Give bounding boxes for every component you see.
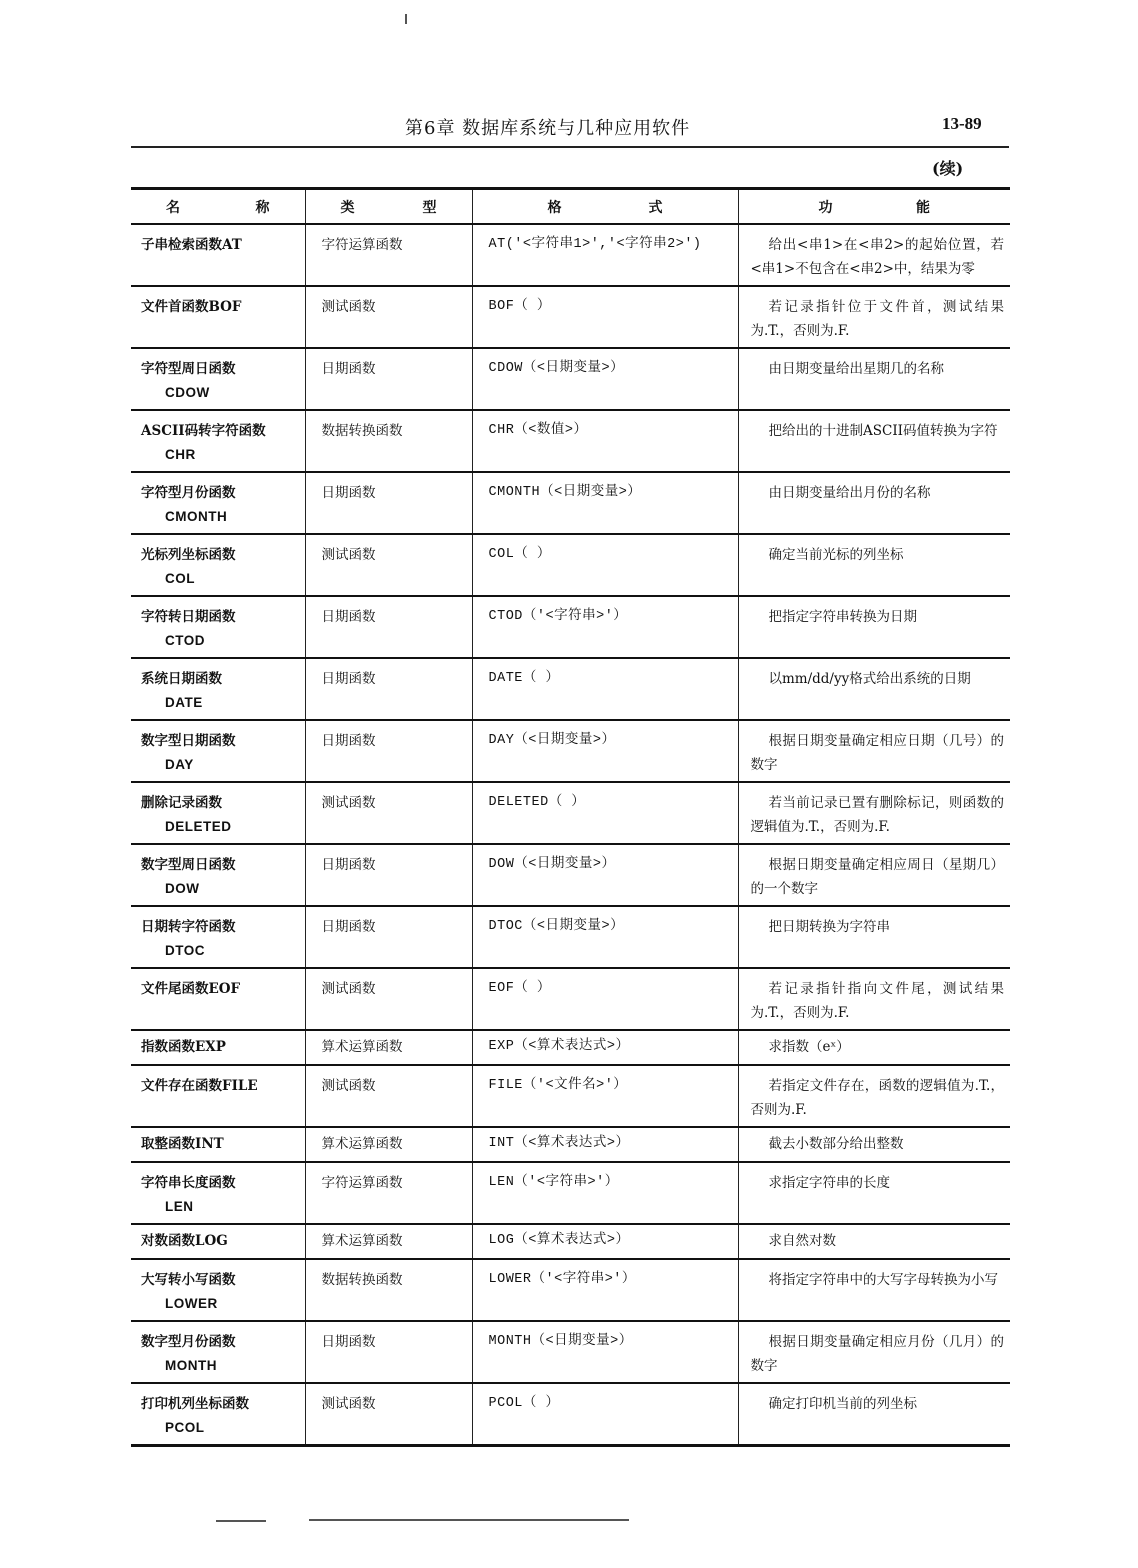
table-row: [131, 1383, 1010, 1446]
cell-name: [131, 224, 305, 286]
cell-name: [131, 286, 305, 348]
cell-format: CMONTH（<日期变量>）: [472, 472, 738, 534]
cell-type: 日期函数: [305, 596, 472, 658]
cell-format: BOF（ ）: [472, 286, 738, 348]
cell-function: 若记录指针指向文件尾，测试结果为.T.，否则为.F.: [738, 968, 1010, 1030]
cell-format: EXP（<算术表达式>）: [472, 1030, 738, 1065]
table-row: [131, 410, 1010, 472]
continued-label: (续): [932, 159, 964, 178]
cell-type: 算术运算函数: [305, 1127, 472, 1162]
column-header-format: [472, 189, 738, 225]
cell-function: 将指定字符串中的大写字母转换为小写: [738, 1259, 1010, 1321]
cell-name: [131, 968, 305, 1030]
cell-function: 若记录指针位于文件首，测试结果为.T.，否则为.F.: [738, 286, 1010, 348]
table-row: [131, 1321, 1010, 1383]
function-name: 取整函数INT: [141, 1136, 224, 1152]
cell-format: DOW（<日期变量>）: [472, 844, 738, 906]
cell-type: 日期函数: [305, 1321, 472, 1383]
cell-type: 算术运算函数: [305, 1030, 472, 1065]
function-name: ASCII码转字符函数: [141, 423, 266, 439]
function-name: 子串检索函数AT: [141, 237, 242, 253]
function-name: 数字型月份函数: [141, 1334, 236, 1350]
cell-type: 日期函数: [305, 348, 472, 410]
function-name: 数字型日期函数: [141, 733, 236, 749]
function-name: 字符串长度函数: [141, 1175, 236, 1191]
function-name: 文件存在函数FILE: [141, 1078, 258, 1094]
table-row: [131, 782, 1010, 844]
cell-type: 测试函数: [305, 782, 472, 844]
cell-name: [131, 1127, 305, 1162]
column-header-name-text: 名 称: [166, 199, 270, 216]
cell-name: [131, 1224, 305, 1259]
cell-name: [131, 410, 305, 472]
cell-function: 求指定字符串的长度: [738, 1162, 1010, 1224]
function-identifier: CTOD: [165, 633, 206, 648]
cell-name: [131, 534, 305, 596]
table-row: [131, 596, 1010, 658]
cell-format: FILE（'<文件名>'）: [472, 1065, 738, 1127]
table-row: [131, 720, 1010, 782]
function-name: 字符转日期函数: [141, 609, 236, 625]
cell-type: 数据转换函数: [305, 410, 472, 472]
cell-name: [131, 1383, 305, 1446]
cell-format: AT('<字符串1>','<字符串2>'): [472, 224, 738, 286]
cell-type: 测试函数: [305, 968, 472, 1030]
function-identifier: CHR: [165, 447, 196, 462]
cell-name: [131, 472, 305, 534]
cell-function: 截去小数部分给出整数: [738, 1127, 1010, 1162]
cell-format: DTOC（<日期变量>）: [472, 906, 738, 968]
function-identifier: CDOW: [165, 385, 210, 400]
function-identifier: DTOC: [165, 943, 206, 958]
table-row: [131, 1065, 1010, 1127]
header-rule: [131, 146, 1009, 148]
cell-type: 测试函数: [305, 1065, 472, 1127]
cell-format: CTOD（'<字符串>'）: [472, 596, 738, 658]
cell-function: 给出<串1>在<串2>的起始位置，若<串1>不包含在<串2>中，结果为零: [738, 224, 1010, 286]
cell-name: [131, 782, 305, 844]
cell-format: DAY（<日期变量>）: [472, 720, 738, 782]
cell-format: PCOL（ ）: [472, 1383, 738, 1446]
function-identifier: LEN: [165, 1199, 194, 1214]
cell-type: 日期函数: [305, 720, 472, 782]
cell-type: 算术运算函数: [305, 1224, 472, 1259]
table-row: [131, 1162, 1010, 1224]
function-name: 系统日期函数: [141, 671, 222, 687]
table-row: [131, 1127, 1010, 1162]
function-name: 大写转小写函数: [141, 1272, 236, 1288]
function-name: 日期转字符函数: [141, 919, 236, 935]
column-header-name: [131, 189, 305, 225]
table-row: [131, 224, 1010, 286]
scan-mark: [309, 1519, 629, 1521]
function-name: 对数函数LOG: [141, 1233, 228, 1249]
cell-type: 测试函数: [305, 1383, 472, 1446]
table-row: [131, 348, 1010, 410]
function-identifier: LOWER: [165, 1296, 218, 1311]
cell-function: 根据日期变量确定相应日期（几号）的数字: [738, 720, 1010, 782]
function-name: 删除记录函数: [141, 795, 222, 811]
function-name: 指数函数EXP: [141, 1039, 226, 1055]
function-identifier: DATE: [165, 695, 203, 710]
cell-format: INT（<算术表达式>）: [472, 1127, 738, 1162]
column-header-type: [305, 189, 472, 225]
cell-function: 把指定字符串转换为日期: [738, 596, 1010, 658]
cell-type: 日期函数: [305, 472, 472, 534]
function-identifier: PCOL: [165, 1420, 205, 1435]
table-row: [131, 906, 1010, 968]
cell-function: 确定打印机当前的列坐标: [738, 1383, 1010, 1446]
cell-function: 确定当前光标的列坐标: [738, 534, 1010, 596]
cell-name: [131, 906, 305, 968]
function-name: 光标列坐标函数: [141, 547, 236, 563]
cell-format: DATE（ ）: [472, 658, 738, 720]
function-name: 文件尾函数EOF: [141, 981, 241, 997]
cell-format: DELETED（ ）: [472, 782, 738, 844]
function-identifier: DAY: [165, 757, 194, 772]
page-number: 13-89: [942, 114, 982, 133]
table-body: [131, 224, 1010, 1446]
function-name: 文件首函数BOF: [141, 299, 242, 315]
cell-function: 由日期变量给出月份的名称: [738, 472, 1010, 534]
cell-type: 日期函数: [305, 906, 472, 968]
chapter-title: 第6章 数据库系统与几种应用软件: [405, 118, 691, 139]
cell-format: COL（ ）: [472, 534, 738, 596]
cell-function: 若指定文件存在，函数的逻辑值为.T.，否则为.F.: [738, 1065, 1010, 1127]
table-row: [131, 1030, 1010, 1065]
cell-format: LOG（<算术表达式>）: [472, 1224, 738, 1259]
cell-function: 求指数（eˣ）: [738, 1030, 1010, 1065]
cell-function: 把日期转换为字符串: [738, 906, 1010, 968]
cell-function: 根据日期变量确定相应月份（几月）的数字: [738, 1321, 1010, 1383]
column-header-function-text: 功 能: [818, 199, 930, 216]
cell-name: [131, 1259, 305, 1321]
cell-type: 测试函数: [305, 286, 472, 348]
cell-function: 若当前记录已置有删除标记，则函数的逻辑值为.T.，否则为.F.: [738, 782, 1010, 844]
table-row: [131, 968, 1010, 1030]
scan-mark: [216, 1520, 266, 1522]
table-row: [131, 844, 1010, 906]
function-name: 数字型周日函数: [141, 857, 236, 873]
cell-format: LOWER（'<字符串>'）: [472, 1259, 738, 1321]
column-header-type-text: 类 型: [340, 199, 437, 216]
cell-format: MONTH（<日期变量>）: [472, 1321, 738, 1383]
cell-type: 数据转换函数: [305, 1259, 472, 1321]
cell-type: 字符运算函数: [305, 224, 472, 286]
function-identifier: MONTH: [165, 1358, 217, 1373]
function-identifier: COL: [165, 571, 195, 586]
function-identifier: DELETED: [165, 819, 232, 834]
cell-function: 求自然对数: [738, 1224, 1010, 1259]
cell-format: EOF（ ）: [472, 968, 738, 1030]
cell-format: CDOW（<日期变量>）: [472, 348, 738, 410]
cell-function: 由日期变量给出星期几的名称: [738, 348, 1010, 410]
table-row: [131, 534, 1010, 596]
function-name: 字符型月份函数: [141, 485, 236, 501]
function-name: 字符型周日函数: [141, 361, 236, 377]
cell-name: [131, 596, 305, 658]
cell-format: CHR（<数值>）: [472, 410, 738, 472]
function-name: 打印机列坐标函数: [141, 1396, 249, 1412]
table-row: [131, 472, 1010, 534]
table-header-row: [131, 189, 1010, 225]
table-row: [131, 1224, 1010, 1259]
column-header-function: [738, 189, 1010, 225]
cell-type: 测试函数: [305, 534, 472, 596]
table-row: [131, 286, 1010, 348]
cell-format: LEN（'<字符串>'）: [472, 1162, 738, 1224]
cell-function: 把给出的十进制ASCII码值转换为字符: [738, 410, 1010, 472]
function-identifier: CMONTH: [165, 509, 228, 524]
cell-name: [131, 720, 305, 782]
cell-function: 根据日期变量确定相应周日（星期几）的一个数字: [738, 844, 1010, 906]
cell-function: 以mm/dd/yy格式给出系统的日期: [738, 658, 1010, 720]
table-row: [131, 658, 1010, 720]
scan-mark: [405, 14, 407, 24]
cell-name: [131, 1030, 305, 1065]
cell-type: 日期函数: [305, 844, 472, 906]
function-table: [131, 187, 1010, 1447]
column-header-format-text: 格 式: [547, 199, 663, 216]
cell-name: [131, 1065, 305, 1127]
cell-name: [131, 348, 305, 410]
cell-type: 日期函数: [305, 658, 472, 720]
cell-name: [131, 1321, 305, 1383]
cell-name: [131, 658, 305, 720]
function-identifier: DOW: [165, 881, 200, 896]
table-row: [131, 1259, 1010, 1321]
cell-type: 字符运算函数: [305, 1162, 472, 1224]
cell-name: [131, 1162, 305, 1224]
cell-name: [131, 844, 305, 906]
